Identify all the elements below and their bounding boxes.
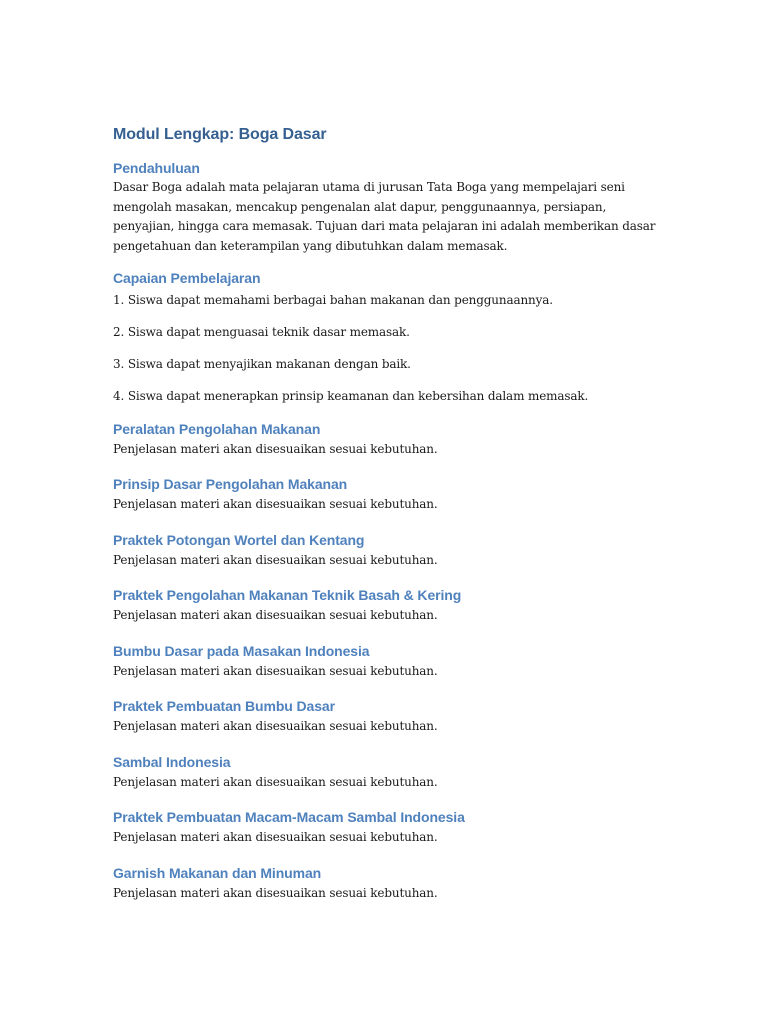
section-heading: Praktek Potongan Wortel dan Kentang bbox=[113, 531, 365, 548]
intro-section bbox=[113, 158, 658, 256]
list-item: 4. Siswa dapat menerapkan prinsip keamanan dan kebersihan dalam memasak. bbox=[113, 389, 589, 403]
section-heading: Praktek Pengolahan Makanan Teknik Basah & Kering bbox=[113, 587, 462, 603]
intro-paragraph: Dasar Boga adalah mata pelajaran utama di jurusan Tata Boga yang mempelajari seni mengolah masakan, mencakup pengenalan alat dapur, penggunaannya, persiapan, penyajian, hingga cara memasak. Tujuan dari mata pelajaran ini adalah memberikan dasar pengetahuan dan keterampilan yang dibutuhkan dalam memasak. bbox=[113, 180, 656, 253]
section-heading: Sambal Indonesia bbox=[113, 753, 231, 770]
intro-heading: Pendahuluan bbox=[113, 160, 200, 176]
section-heading: Praktek Pembuatan Bumbu Dasar bbox=[113, 698, 335, 714]
section-teknik-basah-kering bbox=[113, 585, 658, 626]
section-text: Penjelasan materi akan disesuaikan sesuai kebutuhan. bbox=[113, 608, 438, 622]
section-text: Penjelasan materi akan disesuaikan sesuai kebutuhan. bbox=[113, 552, 438, 567]
document-body bbox=[113, 124, 658, 918]
section-prinsip-dasar bbox=[113, 474, 658, 515]
section-text: Penjelasan materi akan disesuaikan sesuai kebutuhan. bbox=[113, 719, 438, 733]
section-potongan-wortel bbox=[113, 530, 658, 571]
list-item: 2. Siswa dapat menguasai teknik dasar memasak. bbox=[113, 325, 410, 339]
list-item: 3. Siswa dapat menyajikan makanan dengan baik. bbox=[113, 357, 411, 371]
document-title: Modul Lengkap: Boga Dasar bbox=[113, 126, 327, 143]
section-heading: Prinsip Dasar Pengolahan Makanan bbox=[113, 476, 348, 492]
section-heading: Praktek Pembuatan Macam-Macam Sambal Indonesia bbox=[113, 809, 465, 825]
section-text: Penjelasan materi akan disesuaikan sesuai kebutuhan. bbox=[113, 441, 438, 456]
section-heading: Peralatan Pengolahan Makanan bbox=[113, 420, 321, 437]
section-text: Penjelasan materi akan disesuaikan sesuai kebutuhan. bbox=[113, 830, 438, 844]
section-text: Penjelasan materi akan disesuaikan sesuai kebutuhan. bbox=[113, 497, 438, 511]
section-text: Penjelasan materi akan disesuaikan sesuai kebutuhan. bbox=[113, 774, 438, 789]
section-macam-sambal bbox=[113, 807, 658, 848]
section-garnish bbox=[113, 863, 658, 904]
outcomes-section bbox=[113, 268, 658, 407]
section-praktek-bumbu bbox=[113, 696, 658, 737]
section-text: Penjelasan materi akan disesuaikan sesuai kebutuhan. bbox=[113, 885, 438, 900]
section-sambal bbox=[113, 752, 658, 793]
outcomes-heading: Capaian Pembelajaran bbox=[113, 270, 261, 286]
section-heading: Garnish Makanan dan Minuman bbox=[113, 864, 322, 881]
list-item: 1. Siswa dapat memahami berbagai bahan makanan dan penggunaannya. bbox=[113, 293, 553, 307]
section-bumbu-dasar bbox=[113, 641, 658, 682]
section-peralatan bbox=[113, 419, 658, 460]
section-text: Penjelasan materi akan disesuaikan sesuai kebutuhan. bbox=[113, 663, 438, 678]
section-heading: Bumbu Dasar pada Masakan Indonesia bbox=[113, 642, 370, 659]
